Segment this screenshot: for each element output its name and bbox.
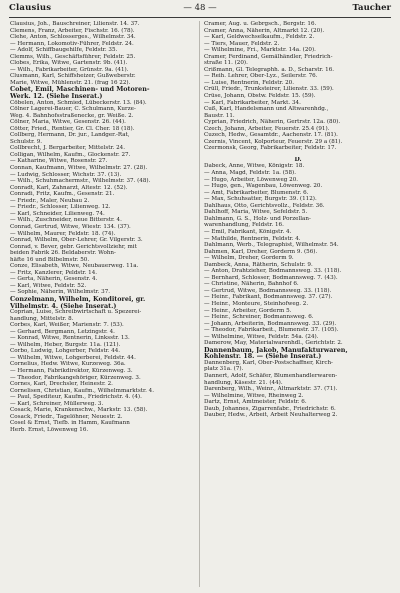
left-column [10, 21, 198, 433]
directory-entry: — Heinr., Schreiner, Bodmannsweg. 6. [204, 314, 314, 321]
directory-entry: — Theodor, Fabrikangehöriger, Kürzenweg. 3. [10, 374, 141, 381]
directory-entry: Czernis, Vincent, Kolporteur, Feuerstr. 29 a (81). [204, 138, 343, 145]
directory-entry: — Hugo, Arbeiter, Löwenweg 20. [204, 176, 299, 183]
directory-entry: Corbes, Karl, Weißer, Marienstr. 7. (53). [10, 322, 124, 329]
directory-entry: — Anna, Magd, Feldstr. 1a. (58). [204, 170, 296, 177]
directory-entry: — Friedr., Schlosser, Lilienweg. 12. [10, 204, 111, 211]
section-letter: D. [294, 156, 302, 163]
directory-entry: — Adolf, Schiffbaugehilfe, Feldstr. 35. [10, 47, 118, 54]
directory-entry: Dambeck, Anna, Rätherin, Schulstr. 9. [204, 261, 313, 268]
page-header [9, 3, 391, 17]
directory-entry: Baustr. 11. [204, 112, 235, 119]
directory-entry: — Konrad, Witwe, Rentnerin, Linksstr. 13. [10, 335, 130, 342]
directory-entry: Cosack, Marie, Krankenschw., Markstr. 13. (58). [10, 407, 148, 414]
directory-entry: — Ludwig, Schlosser, Wichstr. 37. (13). [10, 171, 122, 178]
page-number: — 48 — [183, 3, 217, 13]
directory-entry: Dahlmann, G. S., Holz- und Porzellan- [204, 215, 311, 222]
directory-entry: platz 31a. (7). [204, 366, 244, 373]
directory-entry: — Anton, Drahtzieher, Bodmannsweg. 33. (118). [204, 268, 342, 275]
directory-entry: Cosack, Friedr., Tagelöhner, Neuestr. 2. [10, 413, 123, 420]
directory-entry: — Mathilde, Rentnerin, Feldstr. 4. [204, 235, 301, 242]
directory-entry: Crißmann, Gl. Telegraphh. a. D., Scharstr. 16. [204, 66, 335, 73]
directory-entry: — Gerta, Näherin, Gesenstr. 4. [10, 276, 98, 283]
directory-entry: Dahlhaus, Otto, Gerichtsvollz., Feldstr. 36. [204, 202, 325, 209]
directory-entry: — Sophie, Näherin, Wilhelmstr. 37. [10, 289, 111, 296]
directory-entry: Colligan, Wilhelm, Kaufm., Glockenstr. 27. [10, 151, 131, 158]
directory-entry: Conze, Elisabeth, Witwe, Neubauerweg. 11a. [10, 263, 139, 270]
directory-entry: Schulstr. 9. [10, 138, 43, 145]
directory-entry: Connan, Kaufmann, Witwe, Wilhelmstr. 27. (28). [10, 165, 148, 172]
directory-entry: Clobes, Erika, Witwe, Gartenstr. 9b. (41). [10, 60, 128, 67]
directory-entry: — Theodor, Fabrikarbeit., Blumenstr. 37. (105). [204, 327, 339, 334]
directory-entry: Daub, Johannes, Zigarrenfabr., Friedrichstr. 6. [204, 405, 336, 412]
directory-entry: — Wilh., Fabrikarbeiter, Grünstr. 9a. (41). [10, 66, 129, 73]
directory-entry: Cosel & Ernst, Tiefb. in Hamm, Kaufmann [10, 420, 130, 427]
directory-entry: Dabeck, Anne, Witwe, Königstr. 18. [204, 163, 305, 170]
directory-entry: — Amt, Fabrikarbeiter, Blumenstr. 6. [204, 189, 309, 196]
directory-entry: Clusmann, Karl, Schiffsheizer, Gußweberstr. [10, 73, 136, 80]
directory-entry: warenhandlung, Feldstr. 16. [204, 222, 284, 229]
header-right-keyword: Taucher [352, 3, 391, 13]
directory-entry: häfte 16 und Bilbelmstr. 50. [10, 256, 90, 263]
directory-entry: — Karl, Schreiner, Müllerweg. 3. [10, 400, 104, 407]
directory-entry: — Hugo, gen., Wagenbau, Löwenweg. 20. [204, 183, 323, 190]
directory-entry: — Karl, Schneider, Lilienweg. 74. [10, 210, 105, 217]
directory-entry: — Tiers, Mauer, Feldstr. 2. [204, 40, 280, 47]
directory-entry: — Luise, Rentnerin, Feldstr. 20. [204, 79, 295, 86]
directory-entry: Cölner, Maria, Witwe, Gesenstr. 26. (44). [10, 119, 126, 126]
directory-entry: Cramer, Aug. u. Gebrgsch., Bergstr. 16. [204, 21, 317, 27]
directory-entry: — Max, Schuhsatter, Burgstr. 39. (112). [204, 196, 317, 203]
directory-entry: — Hermann, Fabrikdirektor, Kürzenweg. 3. [10, 367, 133, 374]
directory-entry: Conrad, Wilhelm, Ober-Lehrer, Gr. Vilgerstr. 3. [10, 237, 143, 244]
directory-entry: Dahlhoff, Maria, Witwe, Sefeldstr. 5. [204, 209, 308, 216]
directory-entry: — Karl, Geldwechselkaufm., Feldstr. 2. [204, 34, 315, 41]
directory-entry: — Wilhelm, Witwe, Lohgerberei, Feldstr. 44. [10, 354, 136, 361]
directory-entry: — Wilhelmine, Witwe, Rheinweg 2. [204, 392, 304, 399]
directory-entry: Marie, Witwe, Mühlenstr. 21. (frag 16 22). [10, 79, 131, 86]
directory-entry: Corbo, Ludwig, Lohgerber, Feldstr. 44. [10, 348, 121, 355]
directory-entry: Cyprian, Friedrich, Näherin, Gertrstr. 12a. (80). [204, 119, 341, 126]
directory-entry: — Wilhelmine, Witwe, Feldstr. 54a. (24). [204, 333, 319, 340]
directory-entry: Cramer, Ferdinand, Gemälhändler, Friedrich- [204, 53, 333, 60]
directory-entry: Collberg, Hermann, Dr. jur., Landger.-Rat, [10, 132, 130, 139]
directory-entry: — Hermann, Lokomotiv-Führer, Feldstr. 24. [10, 40, 134, 47]
directory-entry: Clausius, Joh., Bauschreiner, Lilienstr. 14. 37. [10, 21, 140, 27]
directory-entry: — Wilhelmine, Fri., Marktstr. 14a. (20). [204, 47, 316, 54]
directory-entry: Conrad, v. Bever, gebr. Gerichtsvollziehr, mit [10, 243, 137, 250]
directory-entry: straße 11. (20). [204, 60, 248, 67]
directory-entry: — Emil, Fabrikant, Königstr. 4. [204, 228, 292, 235]
directory-entry: — Wilhelm, Dreher, Gorderm 9. [204, 255, 294, 262]
directory-entry: Crüll, Friedr., Trunksteirer, Lilienstr. 33. (59). [204, 86, 334, 93]
directory-entry: — Heinr., Fabrikant, Bodmannsweg. 37. (27). [204, 294, 333, 301]
directory-entry: Weg. 4. Bahnhofsstraßenecke, gr. Weiße. 2. [10, 112, 134, 119]
directory-entry: Cöbelen, Anton, Schmied, Lübeckerstr. 13. (84). [10, 99, 147, 106]
directory-entry: Cölner Lagerei-Bauer, C. Schulmann, Kurze- [10, 106, 136, 113]
directory-entry: Cornes, Karl, Drechsler, Heinestr. 2. [10, 381, 113, 388]
directory-entry: beiden Fabrik 26. Beldaberstr. Wohn- [10, 250, 116, 257]
directory-entry: Cuzech, Hedw., Gesamtdr., Aachenstr. 17. (81). [204, 132, 338, 139]
directory-entry: Cobet, Emil, Maschinen- und Motoren- [10, 86, 150, 94]
directory-entry: Conradi, Fritz, Kaufm., Gesenstr. 21. [10, 191, 115, 198]
directory-entry: Dannert, Adolf, Schäfer, Blumenhandlerwaren- [204, 372, 338, 379]
directory-entry: — Wilhelm, Maurer, Feldstr. 18. (74). [10, 230, 116, 237]
directory-entry: — Karl, Fabrikarbeiter, Markt. 34. [204, 99, 301, 106]
directory-entry: — Gerhard, Bergmann, Letzingstr. 4. [10, 328, 115, 335]
directory-entry: Clehe, Anton, Schlosserges., Wilhelmstr. 34. [10, 34, 136, 41]
directory-entry: handlung, Käsestr. 21. (44). [204, 379, 283, 386]
right-column [204, 21, 392, 419]
directory-entry: Cuß, Karl, Handelsmann und Altwarenhdg., [204, 106, 329, 113]
directory-entry: — Reih. Lehrer, Ober-Lyz., Seilerstr. 76. [204, 73, 318, 80]
directory-entry: — Christine, Näherin, Bahnhof 6. [204, 281, 299, 288]
directory-entry: — Bernhard, Schlosser, Bodmannsweg. 7. (43). [204, 274, 338, 281]
directory-entry: — Wilhelm, Heber, Burgstr. 11a. (121). [10, 341, 121, 348]
directory-entry: Werk. 12. (Siehe Inserat.) [10, 93, 103, 100]
directory-entry: Dartz, Ernst, Amtmeister, Feldstr. 6. [204, 399, 307, 406]
directory-entry: Vilhelmstr. 4. (Siehe Inserat.) [10, 302, 117, 310]
directory-entry: Herb. Ernst, Löwenweg 16. [10, 426, 89, 433]
directory-entry: Crüse, Johann, Obstw. Feldstr. 15. (59). [204, 93, 316, 100]
directory-entry: Dahlmann, Werb., Telegraphist, Wilhelmstr. 54. [204, 242, 339, 249]
directory-entry: Damerow, May, Materialwarenhdl., Gerichtstr. 2. [204, 340, 343, 347]
directory-entry: Czermonsk, Georg, Fabrikarbeiter, Feldstr. 17. [204, 145, 337, 152]
directory-entry: Coprian, Luise, Schreibwirtschaft u. Spezerei- [10, 309, 142, 316]
directory-entry: Dauber, Hedw., Arbeit, Arbeit Neuhalterweg 2. [204, 412, 338, 419]
directory-entry: Collbrecht, J. Bergarbeiter, Mittelstr. 24. [10, 145, 125, 152]
directory-entry: — Johann, Arbeiterin, Bodmannsweg. 33. (29). [204, 320, 337, 327]
directory-entry: Conrad, Gertrud, Witwe, Wiestr. 134. (37). [10, 223, 131, 230]
directory-entry: Dannenberg, Karl, Ober-Postschaffner, Kirch- [204, 359, 333, 366]
directory-entry: — Paul, Spediteur, Kaufm., Friedrichstr. 4. (4). [10, 394, 142, 401]
directory-entry: Darenberg, Wilh., Weinr., Altmarktstr. 37. (71). [204, 386, 338, 393]
directory-entry: Cramer, Anna, Näherin, Altmarkt 12. (20). [204, 27, 325, 34]
directory-entry: Clemms, Wilh., Geschäftsführer, Feldstr. 25. [10, 53, 136, 60]
directory-entry: — Fritz, Kanzlerer, Peldstr. 14. [10, 269, 98, 276]
directory-entry: Cornelisen, Christian, Kaufm., Wilhelmmarktstr. 4. [10, 387, 154, 394]
directory-entry: Cötter, Fried., Rentier, Gr. Cl. Cher. 18 (18). [10, 125, 135, 132]
directory-entry: — Heinr., Arbeiter, Gorderm 5. [204, 307, 292, 314]
directory-entry: Conradt, Karl, Zahnarzt, Altestr. 12. (52). [10, 184, 128, 191]
directory-entry: — Heinr., Monteure, Steinhofweg. 2. [204, 300, 309, 307]
header-left-keyword: Clausius [9, 3, 52, 13]
directory-entry: Dannenbaum, Jakob, Manufakturwaren, [204, 346, 348, 354]
directory-entry: handlung, Mittelstr. 8. [10, 315, 74, 322]
directory-entry: Clemens, Franz, Arbeiter, Fischstr. 16. (78). [10, 27, 135, 34]
directory-entry: — Gertrud, Witwe, Bodmannsweg. 33. (118). [204, 287, 332, 294]
header-rule [9, 17, 391, 18]
directory-entry: Cornelius, Hedw. Witwe, Kurzeweg. 36a. [10, 361, 126, 368]
directory-entry: Conzelmann, Wilhelm, Konditorei, gr. [10, 295, 146, 303]
directory-entry: Kohlenstr. 18. — (Siehe Inserat.) [204, 353, 322, 360]
directory-entry: Dahmen, Karl, Dreher, Gorderm 9. (56). [204, 248, 318, 255]
directory-entry: — Karl, Witwe, Feldstr. 52. [10, 282, 87, 289]
directory-entry: — Wilh., Schuhmachermstr., Wilhelmstr. 37. (48). [10, 178, 151, 185]
directory-entry: Czech, Johann, Arbeiter, Feuerstr. 25.4 (91). [204, 125, 330, 132]
directory-entry: — Wilh., Zuschneider, neue Bitterstr. 4. [10, 217, 122, 224]
column-divider [199, 21, 200, 587]
directory-entry: — Katharine, Witwe, Rosenstr. 27. [10, 158, 108, 165]
directory-entry: — Friedr., Maler, Neubau 2. [10, 197, 90, 204]
